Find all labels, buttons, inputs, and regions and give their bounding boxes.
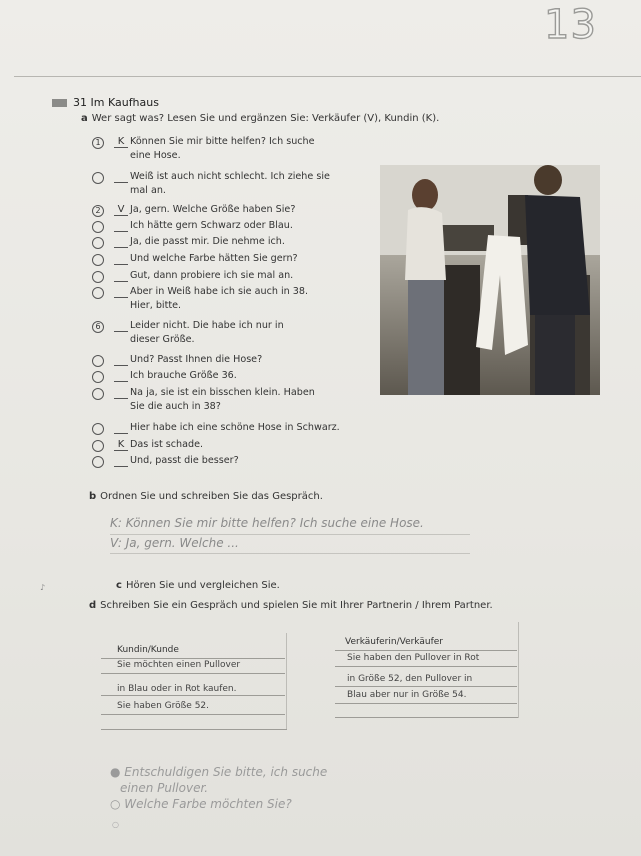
- table-rule: [101, 658, 285, 659]
- speaker-blank[interactable]: [114, 253, 128, 265]
- speaker-blank[interactable]: [114, 320, 128, 332]
- order-circle[interactable]: [92, 440, 104, 452]
- section-marker-icon: [52, 99, 67, 107]
- task-c-text: Hören Sie und vergleichen Sie.: [125, 580, 280, 591]
- table-rule: [335, 703, 517, 704]
- section-title: Im Kaufhaus: [90, 96, 159, 109]
- dialog-text: Aber in Weiß habe ich sie auch in 38.: [130, 286, 309, 297]
- handwritten-d-text-1: Entschuldigen Sie bitte, ich suche: [124, 765, 328, 779]
- order-circle[interactable]: [92, 423, 104, 435]
- order-circle[interactable]: [92, 254, 104, 266]
- bullet-icon: ○: [112, 820, 119, 829]
- dialog-text: Weiß ist auch nicht schlecht. Ich ziehe sie: [130, 171, 330, 182]
- order-circle[interactable]: 1: [92, 137, 104, 149]
- order-circle[interactable]: 6: [92, 321, 104, 333]
- order-circle[interactable]: [92, 172, 104, 184]
- dialog-text: Und, passt die besser?: [130, 455, 239, 466]
- dialog-line: [92, 253, 392, 268]
- dialog-text: Und welche Farbe hätten Sie gern?: [130, 253, 298, 264]
- order-circle[interactable]: [92, 355, 104, 367]
- task-d-letter: d: [89, 600, 97, 611]
- task-a-instruction: [81, 113, 439, 124]
- seller-line-1: Sie haben den Pullover in Rot: [347, 653, 480, 663]
- speaker-blank[interactable]: K: [114, 439, 128, 451]
- writing-line: [110, 553, 470, 554]
- shop-scene-icon: [380, 165, 600, 395]
- dialog-line: [92, 286, 392, 316]
- order-circle[interactable]: [92, 237, 104, 249]
- table-rule: [335, 650, 517, 651]
- speaker-blank[interactable]: [114, 370, 128, 382]
- dialog-text: Und? Passt Ihnen die Hose?: [130, 354, 263, 365]
- order-circle[interactable]: [92, 271, 104, 283]
- dialog-line: [92, 220, 392, 235]
- section-number: 31: [73, 96, 87, 109]
- task-c-letter: c: [116, 580, 122, 591]
- order-circle[interactable]: [92, 287, 104, 299]
- dialog-line: [92, 439, 392, 454]
- dialog-text: Das ist schade.: [130, 439, 204, 450]
- dialog-line: [92, 204, 392, 219]
- dialog-line: [92, 171, 392, 201]
- dialog-line: [92, 136, 392, 166]
- order-circle[interactable]: [92, 371, 104, 383]
- shop-photo: [380, 165, 600, 395]
- audio-icon: ♪: [40, 583, 46, 592]
- speaker-blank[interactable]: [114, 286, 128, 298]
- table-rule: [335, 686, 517, 687]
- seller-line-3: Blau aber nur in Größe 54.: [347, 690, 467, 700]
- customer-line-2: in Blau oder in Rot kaufen.: [117, 684, 237, 694]
- speaker-blank[interactable]: [114, 455, 128, 467]
- table-rule: [101, 673, 285, 674]
- speaker-blank[interactable]: [114, 236, 128, 248]
- table-border: [518, 622, 519, 718]
- handwritten-d-line-2: einen Pullover.: [120, 781, 209, 795]
- order-circle[interactable]: [92, 221, 104, 233]
- dialog-text: Hier habe ich eine schöne Hose in Schwarz.: [130, 422, 340, 433]
- speaker-blank[interactable]: [114, 220, 128, 232]
- dialog-text: Ja, gern. Welche Größe haben Sie?: [130, 204, 296, 215]
- handwritten-line-2: V: Ja, gern. Welche ...: [110, 536, 239, 550]
- dialog-text: Na ja, sie ist ein bisschen klein. Haben: [130, 387, 315, 398]
- section-heading: [73, 96, 159, 109]
- header-rule: [14, 76, 641, 77]
- speaker-blank[interactable]: V: [114, 204, 128, 216]
- speaker-blank[interactable]: K: [114, 136, 128, 148]
- order-circle[interactable]: [92, 456, 104, 468]
- writing-line: [110, 534, 470, 535]
- dialog-text-continued: Sie die auch in 38?: [130, 401, 221, 412]
- dialog-text: Gut, dann probiere ich sie mal an.: [130, 270, 294, 281]
- handwritten-d-line-3: ○ Welche Farbe möchten Sie?: [110, 797, 292, 811]
- seller-line-2: in Größe 52, den Pullover in: [347, 674, 473, 684]
- dialog-line: [92, 320, 392, 350]
- dialog-line: [92, 354, 392, 369]
- task-b-text: Ordnen Sie und schreiben Sie das Gespräch.: [100, 491, 323, 502]
- dialog-line: [92, 422, 392, 437]
- speaker-blank[interactable]: [114, 171, 128, 183]
- customer-header: Kundin/Kunde: [117, 645, 179, 655]
- table-rule: [101, 695, 285, 696]
- dialog-text: Ich hätte gern Schwarz oder Blau.: [130, 220, 293, 231]
- task-b-letter: b: [89, 491, 97, 502]
- handwritten-line-1: K: Können Sie mir bitte helfen? Ich suche eine Hose.: [110, 516, 424, 530]
- dialog-text: Können Sie mir bitte helfen? Ich suche: [130, 136, 315, 147]
- speaker-blank[interactable]: [114, 387, 128, 399]
- task-b-instruction: [89, 491, 323, 502]
- dialog-line: [92, 455, 392, 470]
- dialog-text-continued: dieser Größe.: [130, 334, 195, 345]
- speaker-blank[interactable]: [114, 270, 128, 282]
- customer-line-1: Sie möchten einen Pullover: [117, 660, 241, 670]
- seller-header: Verkäuferin/Verkäufer: [345, 637, 443, 647]
- order-circle[interactable]: 2: [92, 205, 104, 217]
- dialog-line: [92, 236, 392, 251]
- dialog-text: Leider nicht. Die habe ich nur in: [130, 320, 284, 331]
- customer-line-3: Sie haben Größe 52.: [117, 701, 210, 711]
- speaker-blank[interactable]: [114, 354, 128, 366]
- dialog-text-continued: mal an.: [130, 185, 166, 196]
- handwritten-d-text-3: Welche Farbe möchten Sie?: [124, 797, 292, 811]
- task-a-text: Wer sagt was? Lesen Sie und ergänzen Sie: Verkäufer (V), Kundin (K).: [91, 113, 440, 124]
- handwritten-d-line-1: ● Entschuldigen Sie bitte, ich suche: [110, 765, 328, 779]
- table-rule: [335, 666, 517, 667]
- task-d-text: Schreiben Sie ein Gespräch und spielen Sie mit Ihrer Partnerin / Ihrem Partner.: [100, 600, 493, 611]
- task-d-instruction: [89, 600, 493, 611]
- page-number: 13: [544, 2, 597, 48]
- order-circle[interactable]: [92, 388, 104, 400]
- dialog-line: [92, 270, 392, 285]
- table-rule: [101, 729, 287, 730]
- dialog-line: [92, 387, 392, 417]
- task-a-letter: a: [81, 113, 88, 124]
- dialog-text: Ja, die passt mir. Die nehme ich.: [130, 236, 285, 247]
- table-border: [286, 633, 287, 729]
- dialog-text: Ich brauche Größe 36.: [130, 370, 237, 381]
- dialog-text-continued: eine Hose.: [130, 150, 181, 161]
- table-rule: [101, 714, 285, 715]
- speaker-blank[interactable]: [114, 422, 128, 434]
- table-rule: [335, 717, 519, 718]
- task-c-instruction: [116, 580, 280, 591]
- dialog-line: [92, 370, 392, 385]
- dialog-text-continued: Hier, bitte.: [130, 300, 182, 311]
